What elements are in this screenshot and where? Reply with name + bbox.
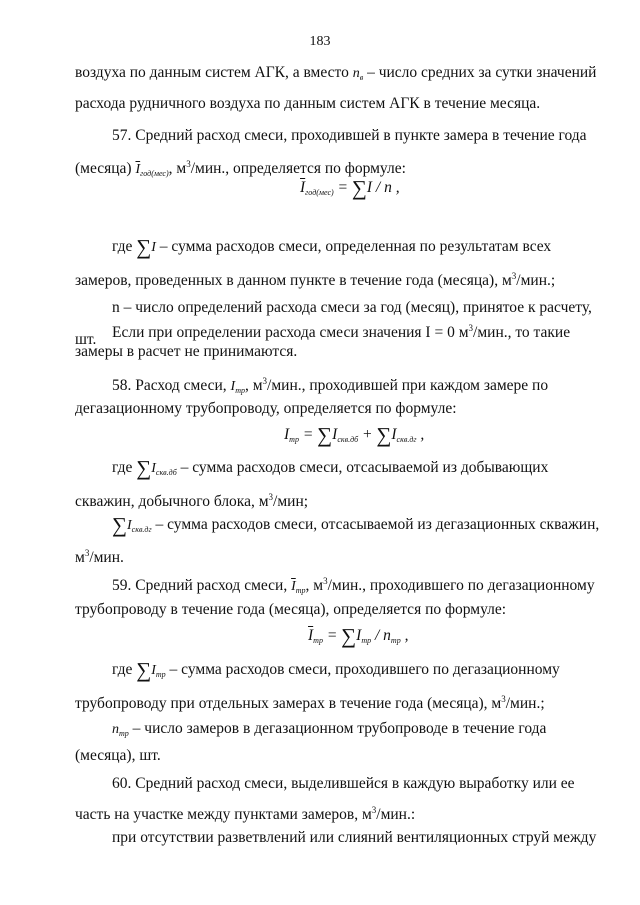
symbol-I: I: [332, 426, 338, 443]
symbol-subscript: год(мес): [140, 169, 169, 178]
superscript: 3: [268, 492, 274, 502]
symbol-I-mean: $\overline{I}$: [308, 627, 314, 644]
sum-icon: ∑: [136, 456, 152, 480]
text: м: [75, 549, 85, 566]
divide: /: [371, 627, 384, 644]
section-60-line-3: при отсутствии разветвлений или слияний вентиляционных струй между: [112, 829, 597, 846]
superscript: 3: [323, 576, 328, 586]
symbol-I-mean: $\overline{I}$: [291, 579, 296, 594]
section-59-line-1: [112, 571, 595, 601]
section-59-line-4: [75, 689, 589, 714]
symbol-n: n: [112, 722, 119, 737]
symbol-I: I: [391, 426, 397, 443]
symbol-subscript: в: [359, 73, 364, 82]
equals: =: [298, 426, 318, 443]
section-59-line-5: [112, 719, 589, 744]
text: часть на участке между пунктами замеров, м: [75, 806, 372, 823]
paragraph-1-line-2: расхода рудничного воздуха по данным систем АГК в течение месяца.: [75, 95, 541, 112]
sum-icon: ∑: [317, 423, 333, 447]
symbol-subscript: скв.дб: [337, 435, 359, 444]
symbol-I-mean: $\overline{I}$: [300, 179, 306, 196]
section-58-line-5: [112, 513, 600, 540]
text: трубопроводу при отдельных замерах в течение года (месяца), м: [75, 695, 502, 712]
symbol-subscript: тр: [390, 636, 401, 645]
symbol-subscript: тр: [119, 729, 129, 738]
text: где: [112, 459, 133, 476]
superscript: 3: [262, 376, 268, 386]
text: – число средних за сутки значений: [367, 64, 597, 81]
superscript: 3: [468, 323, 474, 333]
symbol-subscript: тр: [155, 670, 166, 679]
text: /мин., проходившей при каждом замере по: [267, 377, 549, 394]
symbol-subscript: скв.дб: [155, 468, 177, 477]
section-57-line-6: шт.: [75, 331, 97, 348]
text: – сумма расходов смеси, отсасываемой из дегазационных скважин,: [155, 516, 600, 533]
paragraph-1-line-1: [75, 63, 597, 88]
text: – сумма расходов смеси, определенная по результатам всех: [159, 238, 552, 255]
text: /мин.: [89, 549, 124, 566]
section-58-line-2: дегазационному трубопроводу, определяется по формуле:: [75, 400, 457, 417]
section-60-line-2: [75, 800, 589, 825]
section-58-line-4: [75, 487, 589, 512]
text: /мин., то такие: [473, 324, 571, 341]
section-57-line-3: [112, 237, 589, 258]
sum-icon: ∑: [136, 235, 152, 259]
section-59-line-3: [112, 660, 589, 685]
superscript: 3: [84, 548, 90, 558]
comma: ,: [400, 627, 409, 644]
symbol-n: n: [383, 627, 391, 644]
formula-59: [308, 626, 408, 651]
symbol-subscript: тр: [361, 636, 372, 645]
text: /мин., проходившего по дегазационному: [327, 577, 595, 594]
formula-58: [284, 425, 424, 450]
symbol-subscript: тр: [313, 636, 323, 645]
page-number: 183: [309, 34, 331, 49]
section-59-line-6: (месяца), шт.: [75, 747, 161, 764]
text: – сумма расходов смеси, проходившего по дегазационному: [169, 661, 560, 678]
symbol-I: I: [230, 379, 236, 394]
symbol-subscript: тр: [295, 586, 306, 595]
paragraph-if-line-1: [112, 318, 589, 343]
symbol-subscript: год(мес): [305, 188, 334, 197]
text: /мин., определяется по формуле:: [190, 160, 406, 177]
section-58-line-1: [112, 371, 589, 401]
text: 59. Средний расход смеси,: [112, 577, 288, 594]
text: /мин.:: [376, 806, 416, 823]
text: , м: [305, 577, 324, 594]
section-57-line-4: [75, 266, 589, 291]
text: где: [112, 238, 133, 255]
text: , м: [168, 160, 187, 177]
text: , м: [244, 377, 263, 394]
section-57-line-1: 57. Средний расход смеси, проходившей в пункте замера в течение года: [112, 127, 587, 144]
text: (месяца): [75, 160, 132, 177]
symbol-n: n: [352, 66, 360, 81]
section-58-line-6: [75, 543, 589, 568]
superscript: 3: [186, 159, 191, 169]
text: скважин, добычного блока, м: [75, 493, 269, 510]
text: Если при определении расхода смеси значения I = 0 м: [112, 324, 469, 341]
formula-57: [300, 178, 400, 203]
section-57-line-5: n – число определений расхода смеси за год (месяц), принятое к расчету,: [112, 299, 592, 316]
text: – сумма расходов смеси, отсасываемой из добывающих: [180, 459, 549, 476]
comma: ,: [416, 426, 425, 443]
text: /мин.;: [505, 695, 545, 712]
sum-icon: ∑: [112, 513, 127, 537]
text: I / n ,: [366, 179, 400, 196]
text: замеров, проведенных в данном пункте в течение года (месяца), м: [75, 272, 512, 289]
symbol-I: I: [356, 627, 362, 644]
symbol-I: I: [284, 426, 290, 443]
superscript: 3: [501, 694, 506, 704]
sum-icon: ∑: [341, 624, 357, 648]
symbol-subscript: скв.дг: [396, 435, 417, 444]
paragraph-if-line-2: замеры в расчет не принимаются.: [75, 343, 298, 360]
section-58-line-3: [112, 458, 589, 483]
section-60-line-1: 60. Средний расход смеси, выделившейся в каждую выработку или ее: [112, 775, 575, 792]
symbol-subscript: тр: [235, 386, 245, 395]
symbol-I: I: [151, 461, 156, 476]
symbol-I: I: [151, 240, 156, 255]
section-59-line-2: трубопроводу в течение года (месяца), определяется по формуле:: [75, 601, 507, 618]
text: /мин;: [273, 493, 309, 510]
sum-icon: ∑: [351, 176, 367, 200]
symbol-subscript: скв.дг: [131, 525, 152, 534]
superscript: 3: [511, 271, 517, 281]
text: воздуха по данным систем АГК, а вместо: [75, 64, 349, 81]
text: – число замеров в дегазационном трубопроводе в течение года: [132, 720, 547, 737]
text: 58. Расход смеси,: [112, 377, 227, 394]
equals: =: [322, 627, 342, 644]
equals: =: [333, 179, 352, 196]
sum-icon: ∑: [376, 423, 392, 447]
text: где: [112, 661, 133, 678]
superscript: 3: [371, 805, 377, 815]
symbol-I-mean: $\overline{I}$: [135, 162, 141, 177]
text: /мин.;: [516, 272, 556, 289]
sum-icon: ∑: [136, 658, 152, 682]
plus: +: [358, 426, 377, 443]
symbol-subscript: тр: [289, 435, 299, 444]
symbol-I: I: [151, 663, 156, 678]
symbol-I: I: [126, 518, 132, 533]
